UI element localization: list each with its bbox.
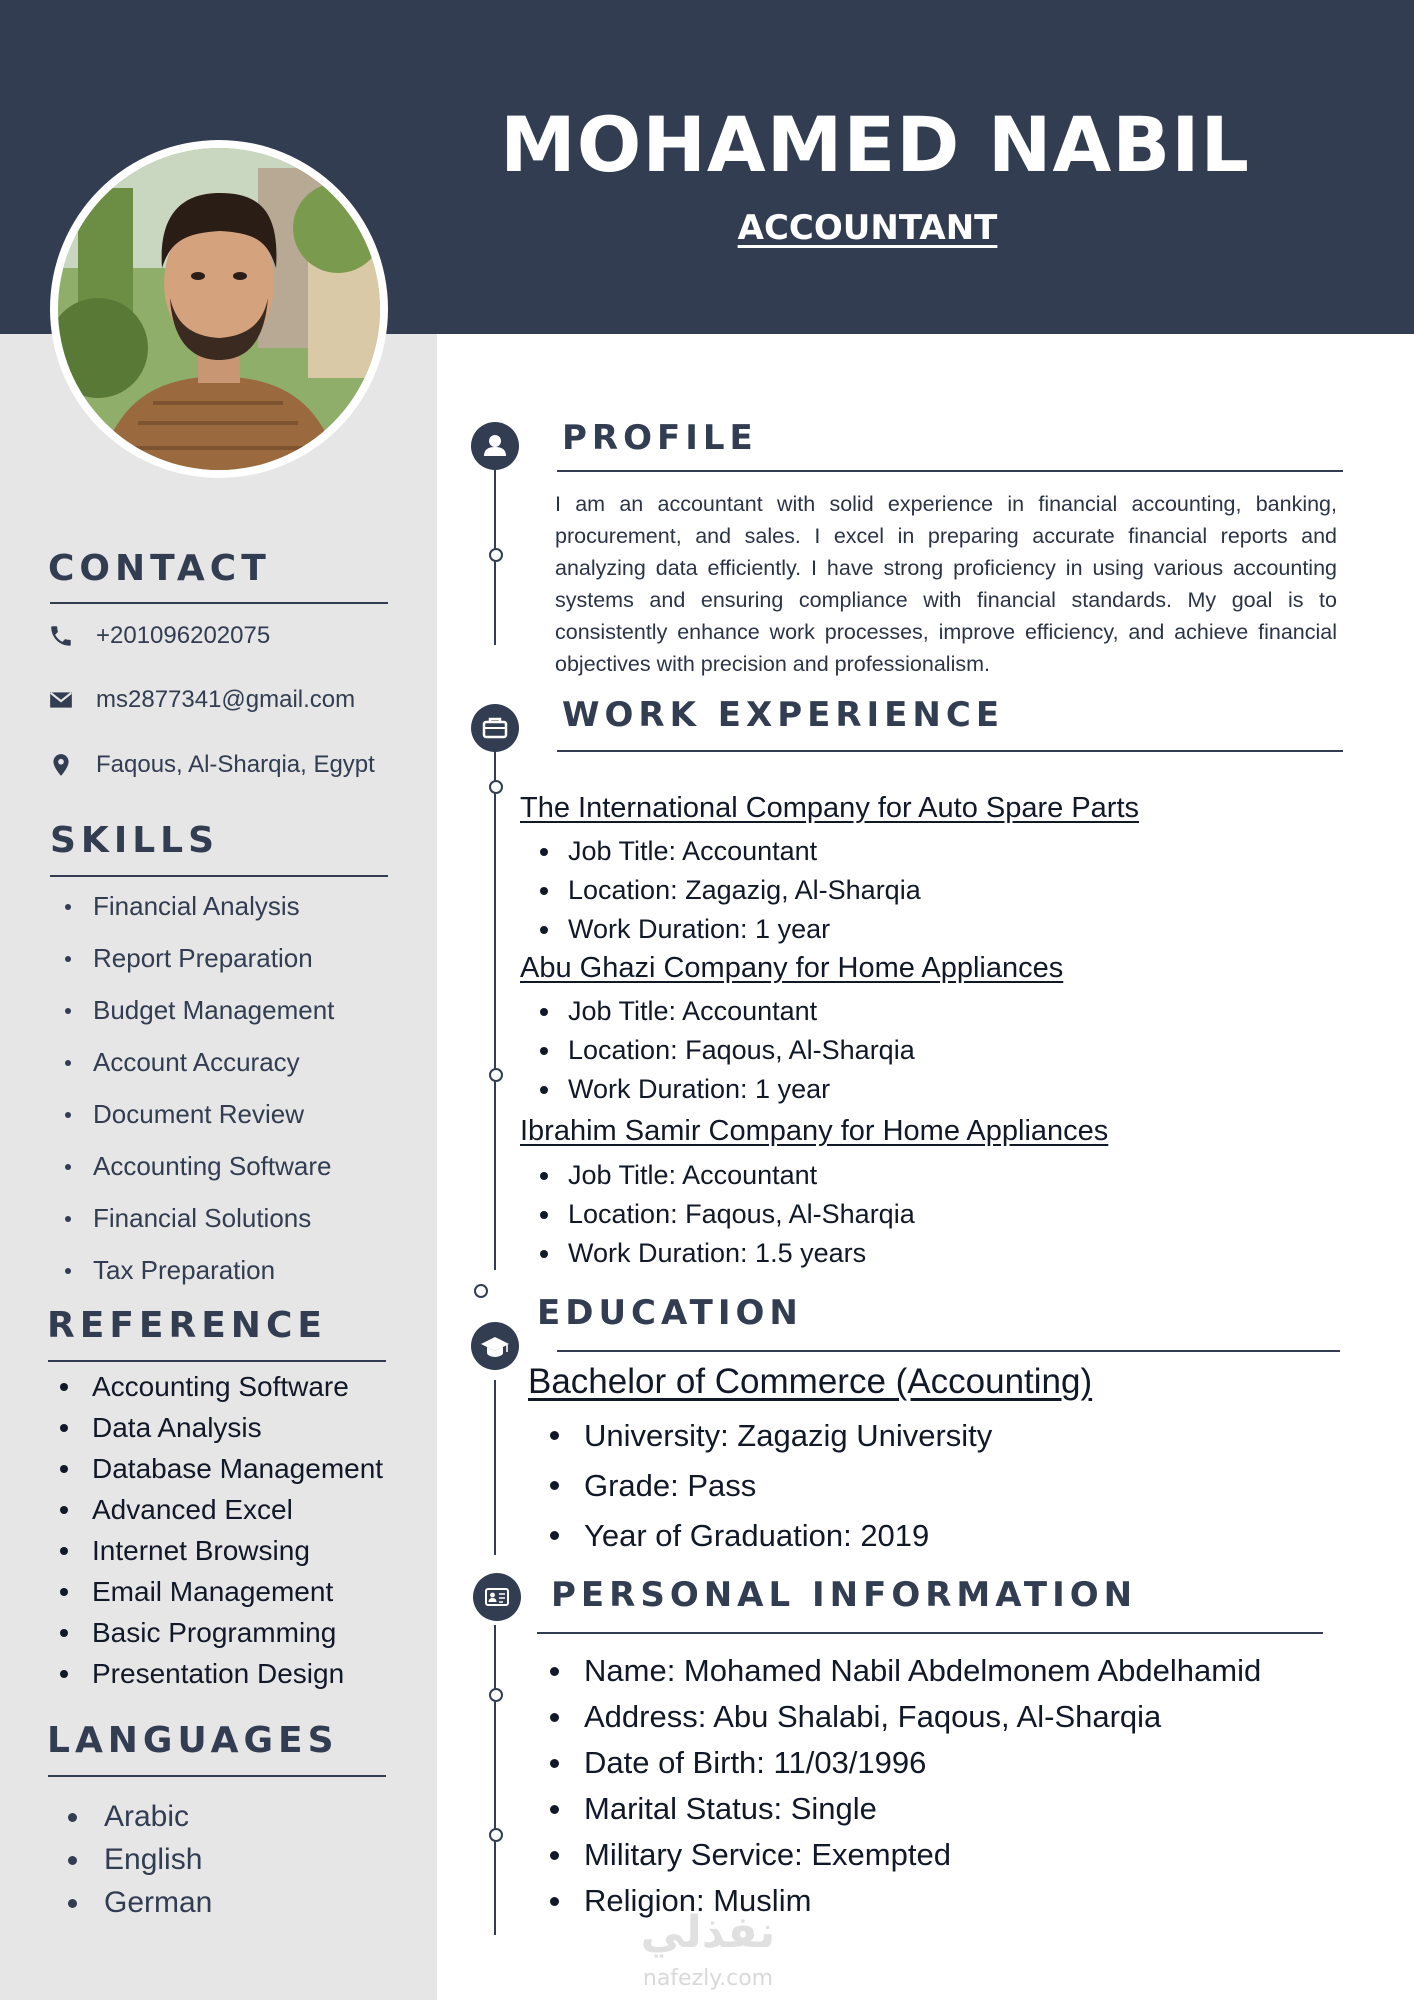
contact-location [48, 751, 375, 779]
timeline-line [494, 1380, 496, 1555]
list-item: Email Management [48, 1571, 383, 1612]
list-item: Location: Zagazig, Al-Sharqia [520, 871, 921, 910]
reference-list [48, 1366, 383, 1694]
personal-info-heading: PERSONAL INFORMATION [551, 1575, 1138, 1615]
nafezly-watermark-logo [618, 1905, 798, 1999]
contact-divider [50, 602, 388, 604]
list-item: Grade: Pass [528, 1461, 992, 1511]
list-item: Marital Status: Single [528, 1786, 1261, 1832]
reference-heading: REFERENCE [47, 1305, 327, 1346]
graduation-cap-icon [471, 1322, 519, 1370]
location-pin-icon [48, 752, 74, 778]
company-name: Abu Ghazi Company for Home Appliances [520, 952, 1064, 984]
list-item: Financial Solutions [48, 1192, 334, 1244]
job-details-list [520, 832, 921, 949]
list-item: Advanced Excel [48, 1489, 383, 1530]
list-item: Location: Faqous, Al-Sharqia [520, 1031, 915, 1070]
personal-info-list [528, 1648, 1261, 1924]
user-icon [471, 422, 519, 470]
job-details-list [520, 1156, 915, 1273]
profile-summary: I am an accountant with solid experience in financial accounting, banking, procurement, and sales. I excel in preparing accurate financial reports and analyzing data efficiently. I have strong proficiency in using various accounting systems and ensuring compliance with financial standards. My goal is to consistently enhance work processes, improve efficiency, and achieve financial objectives with precision and professionalism. [555, 492, 1337, 676]
list-item: Location: Faqous, Al-Sharqia [520, 1195, 915, 1234]
profile-photo [58, 148, 380, 470]
languages-list [48, 1795, 212, 1924]
email-address: ms2877341@gmail.com [96, 686, 356, 713]
timeline-node [474, 1284, 488, 1298]
phone-icon [48, 623, 74, 649]
timeline-node [489, 1828, 503, 1842]
skills-heading: SKILLS [50, 820, 220, 861]
personal-info-divider [537, 1632, 1323, 1634]
list-item: Accounting Software [48, 1140, 334, 1192]
work-experience-divider [557, 750, 1343, 752]
skills-list [48, 880, 334, 1296]
list-item: Internet Browsing [48, 1530, 383, 1571]
svg-text:nafezly.com: nafezly.com [642, 1966, 774, 1991]
briefcase-icon [471, 704, 519, 752]
list-item: Document Review [48, 1088, 334, 1140]
profile-divider [557, 470, 1343, 472]
timeline-line [494, 1625, 496, 1935]
list-item: Report Preparation [48, 932, 334, 984]
id-card-icon [473, 1573, 521, 1621]
work-experience-heading: WORK EXPERIENCE [562, 695, 1005, 735]
timeline-node [489, 1068, 503, 1082]
languages-heading: LANGUAGES [47, 1720, 339, 1761]
personal-section-icon [473, 1573, 521, 1621]
profile-heading: PROFILE [562, 418, 758, 458]
company-name: The International Company for Auto Spare Parts [520, 792, 1140, 824]
contact-email[interactable] [48, 686, 355, 714]
timeline-node [489, 1688, 503, 1702]
education-section-icon [471, 1322, 519, 1370]
timeline-node [489, 780, 503, 794]
list-item: Religion: Muslim [528, 1878, 1261, 1924]
list-item: German [48, 1881, 212, 1924]
languages-divider [48, 1775, 386, 1777]
contact-heading: CONTACT [48, 548, 271, 589]
list-item: Job Title: Accountant [520, 992, 915, 1031]
list-item: Job Title: Accountant [520, 1156, 915, 1195]
svg-text:نفذلي: نفذلي [640, 1907, 776, 1958]
list-item: Name: Mohamed Nabil Abdelmonem Abdelhamid [528, 1648, 1261, 1694]
list-item: Arabic [48, 1795, 212, 1838]
list-item: Year of Graduation: 2019 [528, 1511, 992, 1561]
list-item: Work Duration: 1.5 years [520, 1234, 915, 1273]
education-divider [557, 1350, 1340, 1352]
list-item: Accounting Software [48, 1366, 383, 1407]
work-section-icon [471, 704, 519, 752]
timeline-node [489, 548, 503, 562]
education-heading: EDUCATION [537, 1293, 803, 1333]
job-details-list [520, 992, 915, 1109]
list-item: English [48, 1838, 212, 1881]
candidate-role: ACCOUNTANT [737, 208, 998, 248]
profile-section-icon [471, 422, 519, 470]
phone-number: +201096202075 [96, 622, 271, 649]
list-item: Database Management [48, 1448, 383, 1489]
contact-phone[interactable] [48, 622, 270, 650]
list-item: Financial Analysis [48, 880, 334, 932]
envelope-icon [48, 687, 74, 713]
list-item: Budget Management [48, 984, 334, 1036]
list-item: Work Duration: 1 year [520, 910, 921, 949]
list-item: Date of Birth: 11/03/1996 [528, 1740, 1261, 1786]
list-item: Presentation Design [48, 1653, 383, 1694]
company-name: Ibrahim Samir Company for Home Appliances [520, 1115, 1109, 1147]
list-item: Military Service: Exempted [528, 1832, 1261, 1878]
degree-title: Bachelor of Commerce (Accounting) [528, 1362, 1093, 1401]
list-item: University: Zagazig University [528, 1411, 992, 1461]
list-item: Tax Preparation [48, 1244, 334, 1296]
list-item: Address: Abu Shalabi, Faqous, Al-Sharqia [528, 1694, 1261, 1740]
skills-divider [50, 875, 388, 877]
education-details-list [528, 1411, 992, 1561]
timeline-line [494, 750, 496, 1270]
list-item: Account Accuracy [48, 1036, 334, 1088]
list-item: Work Duration: 1 year [520, 1070, 915, 1109]
location-text: Faqous, Al-Sharqia, Egypt [96, 751, 375, 778]
list-item: Job Title: Accountant [520, 832, 921, 871]
candidate-name: MOHAMED NABIL [500, 100, 1250, 189]
list-item: Data Analysis [48, 1407, 383, 1448]
list-item: Basic Programming [48, 1612, 383, 1653]
reference-divider [48, 1360, 386, 1362]
